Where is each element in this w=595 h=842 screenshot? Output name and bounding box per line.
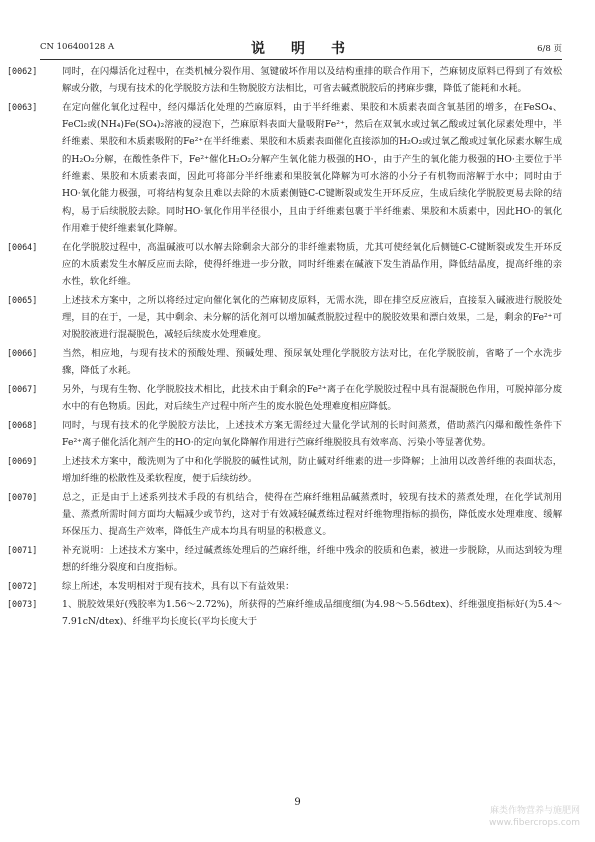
paragraph-0071 bbox=[7, 542, 562, 577]
paragraph-number: [0070] bbox=[7, 491, 38, 502]
paragraph-number: [0073] bbox=[7, 599, 38, 610]
paragraph-number: [0065] bbox=[7, 294, 38, 305]
paragraph-number: [0069] bbox=[7, 455, 38, 466]
paragraph-number: [0062] bbox=[7, 66, 38, 76]
paragraph-0065 bbox=[7, 292, 562, 344]
document-body bbox=[7, 63, 562, 632]
paragraph-0072 bbox=[7, 578, 562, 595]
paragraph-text: 同时，与现有技术的化学脱胶方法比，上述技术方案无需经过大量化学试剂的长时间蒸煮，借助蒸汽闪爆和酸性条件下Fe²⁺离子催化活化剂产生的HO·的定向氧化降解作用进行苎麻纤维脱胶具有效率高、污染小等显著优势。 bbox=[62, 419, 562, 449]
paragraph-number: [0072] bbox=[7, 580, 38, 591]
site-watermark bbox=[430, 805, 580, 829]
header-rule bbox=[40, 59, 562, 60]
paragraph-number: [0068] bbox=[7, 419, 38, 430]
paragraph-0062 bbox=[7, 63, 562, 98]
paragraph-number: [0064] bbox=[7, 241, 38, 252]
paragraph-0067 bbox=[7, 381, 562, 416]
watermark-url: www.fibercrops.com bbox=[489, 818, 580, 828]
page-number: 9 bbox=[294, 797, 301, 808]
paragraph-number: [0066] bbox=[7, 347, 38, 358]
watermark-title: 麻类作物营养与施肥网 bbox=[489, 806, 580, 816]
paragraph-text: 在化学脱胶过程中，高温碱液可以水解去除剩余大部分的非纤维素物质，尤其可使经氧化后侧链C-C键断裂或发生开环反应的木质素发生水解反应而去除，使得纤维进一步分散，同时纤维素在碱液下发生消晶作用，降低结晶度，提高纤维的亲水性，软化纤维。 bbox=[62, 241, 562, 288]
patent-number: CN 106400128 A bbox=[40, 42, 115, 52]
document-title: 说 明 书 bbox=[251, 41, 351, 57]
paragraph-text: 另外，与现有生物、化学脱胶技术相比，此技术由于剩余的Fe²⁺离子在化学脱胶过程中具有混凝脱色作用，可脱掉部分废水中的有色物质。因此，对后续生产过程中所产生的废水脱色处理难度相应降低。 bbox=[62, 383, 562, 413]
paragraph-number: [0071] bbox=[7, 544, 38, 555]
paragraph-0069 bbox=[7, 453, 562, 488]
paragraph-0070 bbox=[7, 489, 562, 541]
paragraph-number: [0067] bbox=[7, 383, 38, 394]
paragraph-text: 总之，正是由于上述系列技术手段的有机结合，使得在苎麻纤维粗品碱蒸煮时，较现有技术的蒸煮处理，在化学试剂用量、蒸煮所需时间方面均大幅减少或节约，这对于有效减轻碱煮练过程对纤维物理指标的损伤，降低废水处理难度、缓解环保压力、提高生产效率，降低生产成本均具有明显的积极意义。 bbox=[62, 491, 562, 538]
paragraph-0073 bbox=[7, 596, 562, 631]
paragraph-text: 上述技术方案中，之所以将经过定向催化氧化的苎麻韧皮原料，无需水洗，即在排空反应液后，直接泵入碱液进行脱胶处理，目的在于，一是，其中剩余、未分解的活化剂可以增加碱煮脱胶过程中的脱胶效果和漂白效果，二是，剩余的Fe²⁺可对脱胶液进行混凝脱色，减轻后续废水处理难度。 bbox=[62, 294, 562, 341]
paragraph-number: [0063] bbox=[7, 101, 38, 112]
paragraph-0063 bbox=[7, 99, 562, 237]
paragraph-text: 综上所述，本发明相对于现有技术，具有以下有益效果： bbox=[62, 580, 295, 592]
paragraph-text: 补充说明：上述技术方案中，经过碱煮练处理后的苎麻纤维，纤维中残余的胶质和色素，被进一步脱除，从而达到较为理想的纤维分裂度和白度指标。 bbox=[62, 544, 562, 573]
page-info: 6/8 页 bbox=[537, 44, 562, 54]
paragraph-text: 同时，在闪爆活化过程中，在类机械分裂作用、氢键破坏作用以及结构重排的联合作用下，苎麻韧皮原料已得到了有效松解或分散，与现有技术的化学脱胶方法和生物脱胶方法相比，可省去碱煮脱胶后的拷麻步骤，降低了能耗和水耗。 bbox=[62, 66, 562, 95]
page-header bbox=[40, 40, 562, 58]
paragraph-text: 在定向催化氧化过程中，经闪爆活化处理的苎麻原料，由于半纤维素、果胶和木质素表面含氧基团的增多，在FeSO₄、FeCl₂或(NH₄)Fe(SO₄)₂溶液的浸泡下，苎麻原料表面大量吸附Fe²⁺，然后在双氧水或过氧乙酸或过氧化尿素处理中，半纤维素、果胶和木质素吸附的Fe²⁺在半纤维素、果胶和木质素表面催化直接添加的H₂O₂或过氧乙酸或过氧化尿素水解生成的H₂O₂分解，在酸性条件下，Fe²⁺催化H₂O₂分解产生氧化能力极强的HO·，由于产生的氧化能力极强的HO·主要位于半纤维素、果胶和木质素表面，因此可将部分半纤维素和果胶氧化降解为可水溶的小分子有机物而溶解于水中；同时由于HO·氧化能力极强，可将结构复杂且难以去除的木质素侧链C-C键断裂或发生开环反应，生成后续化学脱胶更易去除的结构，易于后续脱胶去除。同时HO·氧化作用半径很小，且由于纤维素包裹于半纤维素、果胶和木质素中，因此HO·的氧化作用难于使纤维素氧化降解。 bbox=[62, 101, 562, 234]
paragraph-text: 当然，相应地，与现有技术的预酸处理、预碱处理、预尿氧处理化学脱胶方法对比，在化学脱胶前，省略了一个水洗步骤，降低了水耗。 bbox=[62, 347, 562, 377]
paragraph-text: 1、脱胶效果好(残胶率为1.56～2.72%)，所获得的苎麻纤维成品细度细(为4.98～5.56dtex)、纤维强度指标好(为5.4～7.91cN/dtex)、纤维平均长度长(平均长度大于 bbox=[62, 599, 562, 628]
paragraph-0068 bbox=[7, 417, 562, 452]
paragraph-text: 上述技术方案中，酸洗则为了中和化学脱胶的碱性试剂，防止碱对纤维素的进一步降解；上油用以改善纤维的表面状态，增加纤维的松散性及柔软程度，便于后续纺纱。 bbox=[62, 455, 562, 484]
paragraph-0066 bbox=[7, 345, 562, 380]
paragraph-0064 bbox=[7, 239, 562, 291]
